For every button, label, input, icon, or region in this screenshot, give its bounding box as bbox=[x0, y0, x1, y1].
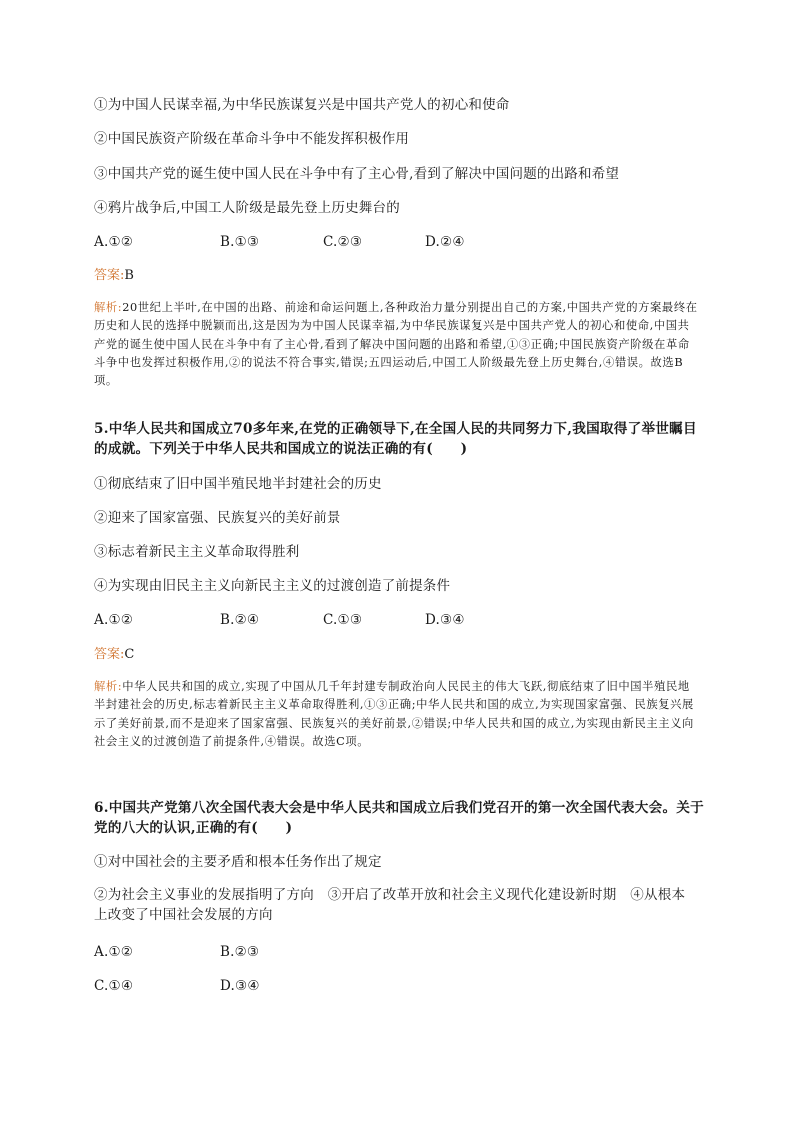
q5-option-c: C.①③ bbox=[323, 612, 363, 628]
q5-explanation bbox=[94, 678, 700, 751]
q4-item-3: ③中国共产党的诞生使中国人民在斗争中有了主心骨,看到了解决中国问题的出路和希望 bbox=[94, 166, 620, 182]
q5-item-2: ②迎来了国家富强、民族复兴的美好前景 bbox=[94, 510, 341, 526]
q5-stem bbox=[94, 419, 706, 459]
q6-option-a: A.①② bbox=[94, 944, 134, 960]
q5-explanation-label: 解析: bbox=[94, 680, 123, 693]
q4-answer-label: 答案: bbox=[94, 268, 125, 283]
q6-item-1: ①对中国社会的主要矛盾和根本任务作出了规定 bbox=[94, 854, 382, 870]
q5-explanation-text: 中华人民共和国的成立,实现了中国从几千年封建专制政治向人民民主的伟大飞跃,彻底结束了旧中国半殖民地半封建社会的历史,标志着新民主主义革命取得胜利,①③正确;中华人民共和国的成立,为实现国家富强、民族复兴展示了美好前景,而不是迎来了国家富强、民族复兴的美好前景,②错误;中华人民共和国的成立,为实现由新民主主义向社会主义的过渡创造了前提条件,④错误。故选C项。 bbox=[94, 680, 694, 748]
q5-stem-text: 中华人民共和国成立70多年来,在党的正确领导下,在全国人民的共同努力下,我国取得了举世瞩目的成就。下列关于中华人民共和国成立的说法正确的有( ) bbox=[94, 421, 697, 457]
q6-option-c: C.①④ bbox=[94, 978, 134, 994]
q6-options-row-1 bbox=[94, 943, 259, 961]
q6-number: 6. bbox=[94, 800, 109, 816]
q4-option-b: B.①③ bbox=[220, 234, 260, 250]
q4-option-a: A.①② bbox=[94, 234, 134, 250]
q4-item-1: ①为中国人民谋幸福,为中华民族谋复兴是中国共产党人的初心和使命 bbox=[94, 97, 510, 113]
q4-answer-value: B bbox=[124, 268, 134, 283]
q5-number: 5. bbox=[94, 421, 109, 437]
q5-item-4: ④为实现由旧民主主义向新民主主义的过渡创造了前提条件 bbox=[94, 578, 451, 594]
q6-stem-text: 中国共产党第八次全国代表大会是中华人民共和国成立后我们党召开的第一次全国代表大会。关于党的八大的认识,正确的有( ) bbox=[94, 800, 704, 836]
q4-item-2: ②中国民族资产阶级在革命斗争中不能发挥积极作用 bbox=[94, 131, 410, 147]
q5-option-b: B.②④ bbox=[220, 612, 260, 628]
q5-option-d: D.③④ bbox=[425, 612, 465, 628]
q6-item-2: ②为社会主义事业的发展指明了方向 ③开启了改革开放和社会主义现代化建设新时期 ④从根本上改变了中国社会发展的方向 bbox=[94, 887, 686, 923]
q4-item-4: ④鸦片战争后,中国工人阶级是最先登上历史舞台的 bbox=[94, 200, 400, 216]
q4-explanation-text: 20世纪上半叶,在中国的出路、前途和命运问题上,各种政治力量分别提出自己的方案,中国共产党的方案最终在历史和人民的选择中脱颖而出,这是因为为中国人民谋幸福,为中华民族谋复兴是中国共产党人的初心和使命,中国共产党的诞生使中国人民在斗争中有了主心骨,看到了解决中国问题的出路和希望,①③正确;中国民族资产阶级在革命斗争中也发挥过积极作用,②的说法不符合事实,错误;五四运动后,中国工人阶级最先登上历史舞台,④错误。故选B项。 bbox=[94, 301, 698, 388]
q6-option-b: B.②③ bbox=[220, 944, 260, 960]
q5-answer-value: C bbox=[124, 647, 135, 662]
q5-answer-label: 答案: bbox=[94, 647, 125, 662]
q4-options bbox=[94, 233, 465, 251]
q5-item-3: ③标志着新民主主义革命取得胜利 bbox=[94, 544, 300, 560]
q4-option-c: C.②③ bbox=[323, 234, 363, 250]
q6-option-d: D.③④ bbox=[220, 978, 260, 994]
q5-item-1: ①彻底结束了旧中国半殖民地半封建社会的历史 bbox=[94, 476, 382, 492]
q6-options-row-2 bbox=[94, 977, 260, 995]
q6-stem bbox=[94, 798, 706, 838]
q5-options bbox=[94, 611, 465, 629]
q4-explanation-label: 解析: bbox=[94, 301, 123, 314]
q4-explanation bbox=[94, 299, 700, 390]
q4-option-d: D.②④ bbox=[425, 234, 465, 250]
q5-answer bbox=[94, 646, 134, 664]
q4-answer bbox=[94, 267, 134, 285]
q5-option-a: A.①② bbox=[94, 612, 134, 628]
